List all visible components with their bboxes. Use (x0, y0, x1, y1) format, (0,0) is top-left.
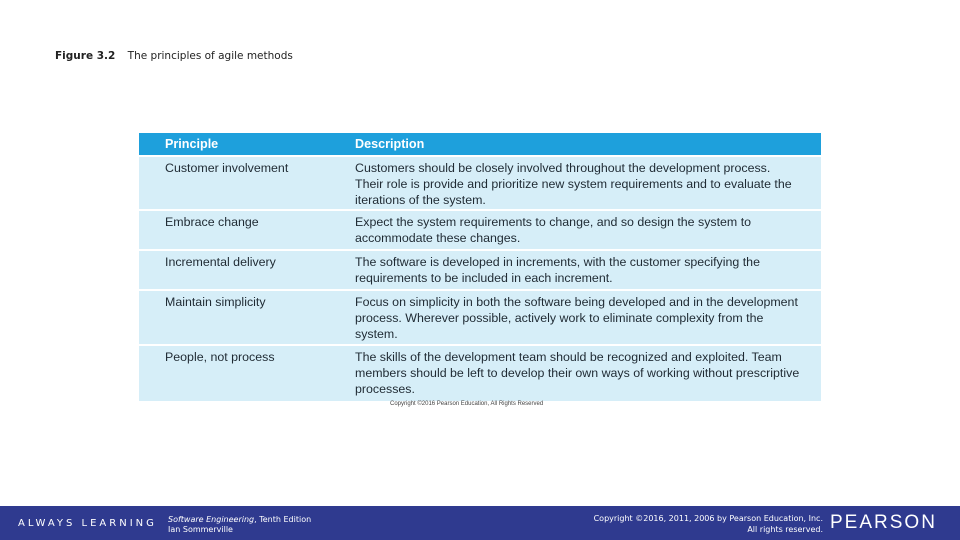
table-row (139, 156, 821, 210)
principle-cell: Incremental delivery (139, 250, 355, 290)
table-row (139, 290, 821, 345)
footer-copyright (594, 513, 823, 535)
description-cell: Expect the system requirements to change, and so design the system to accommodate these changes. (355, 210, 821, 250)
description-cell: The software is developed in increments, with the customer specifying the requirements to be included in each increment. (355, 250, 821, 290)
table-copyright-note: Copyright ©2016 Pearson Education, All Rights Reserved (390, 401, 544, 407)
book-title: Software Engineering (168, 515, 255, 524)
book-edition: , Tenth Edition (254, 515, 312, 524)
figure-label: Figure 3.2 (55, 50, 116, 62)
table-row (139, 345, 821, 401)
principles-table-container (139, 133, 821, 401)
figure-caption (55, 50, 293, 62)
footer-bar (0, 506, 960, 540)
principle-cell: Maintain simplicity (139, 290, 355, 345)
book-author: Ian Sommerville (168, 525, 233, 534)
figure-title: The principles of agile methods (127, 50, 293, 62)
book-info (168, 515, 311, 535)
copyright-line-1: Copyright ©2016, 2011, 2006 by Pearson Education, Inc. (593, 514, 823, 523)
header-description: Description (355, 133, 821, 156)
table-header-row (139, 133, 821, 156)
description-cell: Focus on simplicity in both the software being developed and in the development process. Wherever possible, actively work to eliminate complexity from the system. (355, 290, 821, 345)
principle-cell: Customer involvement (139, 156, 355, 210)
always-learning-tagline: ALWAYS LEARNING (18, 518, 157, 529)
description-cell: The skills of the development team should be recognized and exploited. Team members should be left to develop their own ways of working without prescriptive processes. (355, 345, 821, 401)
table-row (139, 210, 821, 250)
pearson-logo: PEARSON (830, 512, 937, 533)
principle-cell: People, not process (139, 345, 355, 401)
principles-table (139, 133, 821, 401)
description-cell: Customers should be closely involved throughout the development process. Their role is provide and prioritize new system requirements and to evaluate the iterations of the system. (355, 156, 821, 210)
principle-cell: Embrace change (139, 210, 355, 250)
table-row (139, 250, 821, 290)
header-principle: Principle (139, 133, 355, 156)
copyright-line-2: All rights reserved. (747, 525, 823, 534)
